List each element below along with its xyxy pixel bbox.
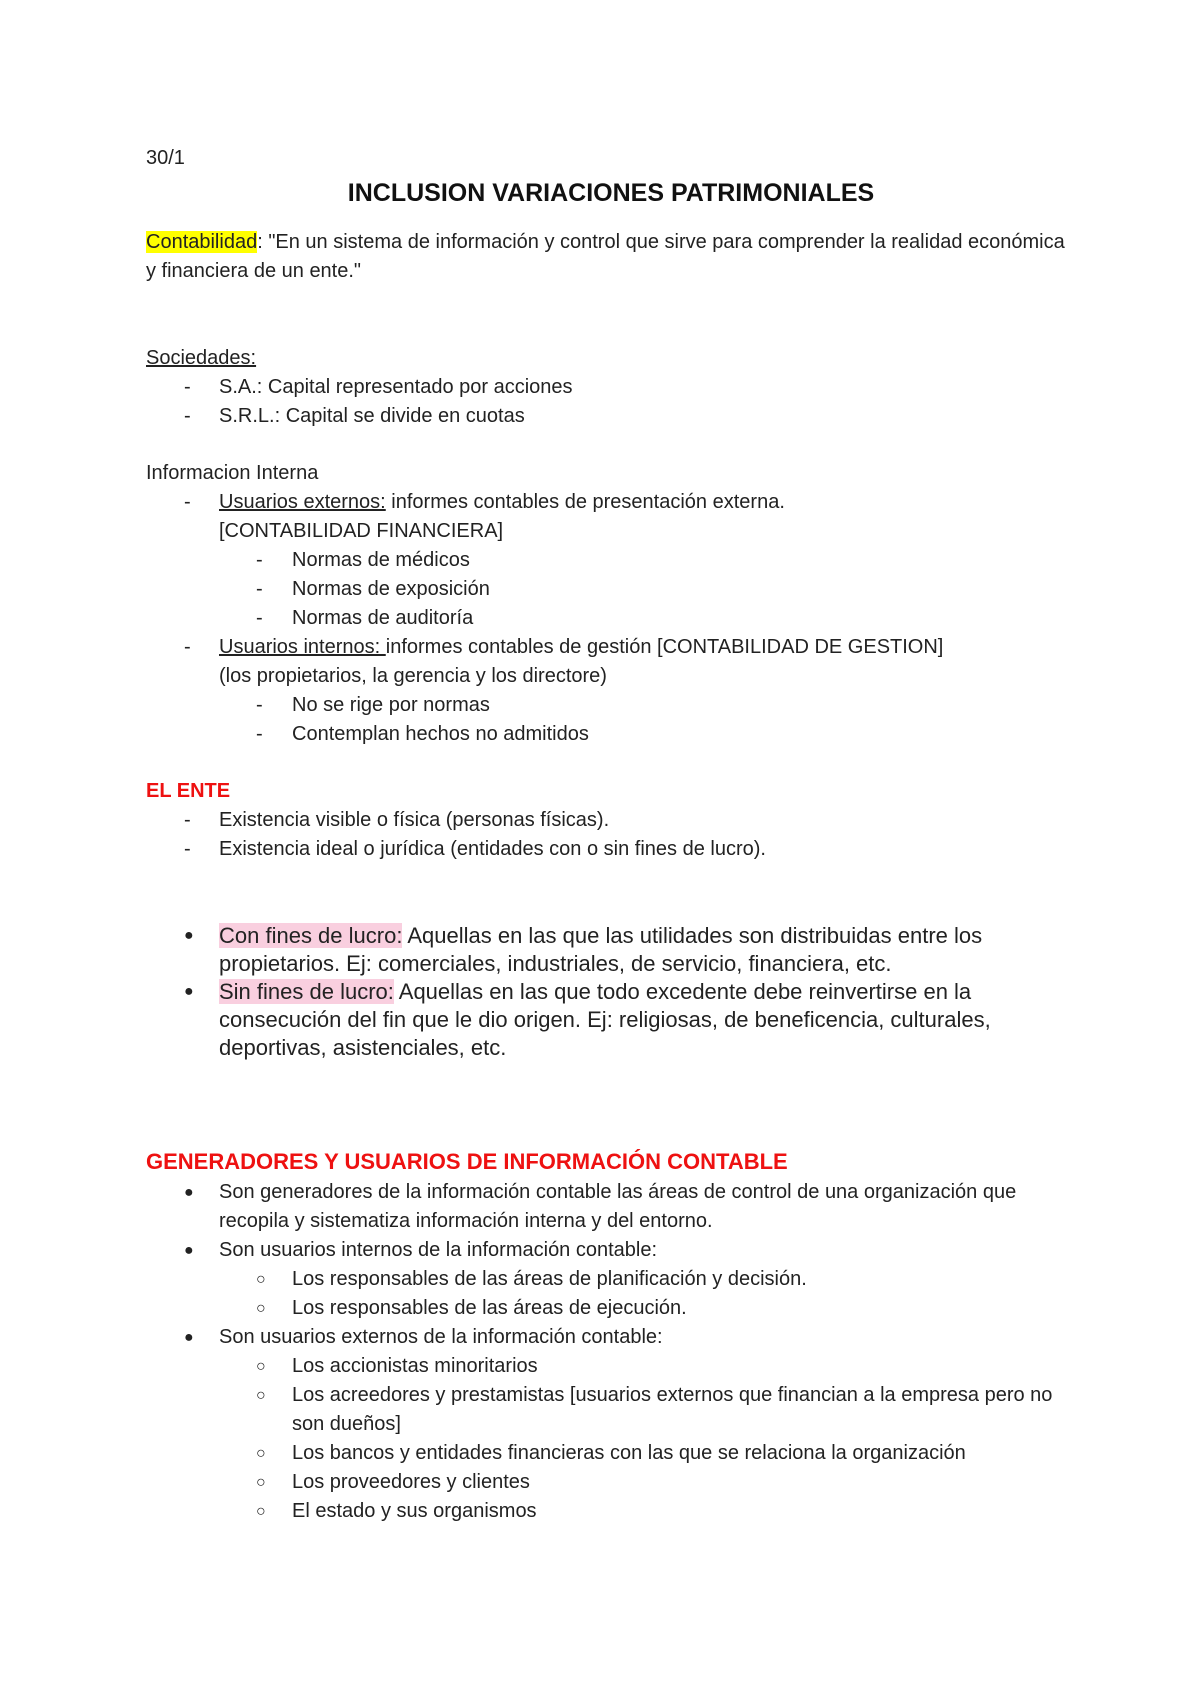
usuarios-internos-item: - Usuarios internos: informes contables de gestión [CONTABILIDAD DE GESTION] (los propietarios, la gerencia y los directore) <box>184 636 944 687</box>
usuarios-internos-sublist <box>146 691 1076 749</box>
circle-bullet-icon: ○ <box>256 1387 266 1404</box>
bullet-icon: ● <box>184 1329 194 1346</box>
list-item: ○ Los acreedores y prestamistas [usuarios externos que financian a la empresa pero no son dueños] <box>146 1381 1076 1439</box>
info-interna-heading: Informacion Interna <box>146 462 319 484</box>
usuarios-externos-label: Usuarios externos: <box>219 491 386 513</box>
usuarios-externos-item: - Usuarios externos: informes contables de presentación externa. [CONTABILIDAD FINANCIERA] <box>184 491 785 542</box>
list-item: - Existencia ideal o jurídica (entidades con o sin fines de lucro). <box>184 838 766 860</box>
list-item: - Normas de exposición <box>256 578 490 600</box>
ente-list <box>146 806 1076 864</box>
list-item: - Normas de médicos <box>256 549 470 571</box>
list-item: - Existencia visible o física (personas físicas). <box>184 809 610 831</box>
bullet-icon: ● <box>184 1242 194 1259</box>
sociedades-heading: Sociedades: <box>146 347 257 369</box>
usuarios-externos-sublist <box>146 546 1076 633</box>
list-item: - Normas de auditoría <box>256 607 474 629</box>
sociedades-list <box>146 373 1076 431</box>
generadores-list <box>146 1178 1076 1265</box>
circle-bullet-icon: ○ <box>256 1445 266 1462</box>
con-fines-label: Con fines de lucro: <box>219 923 403 948</box>
info-interna-list <box>146 488 1076 546</box>
contabilidad-term: Contabilidad <box>146 231 258 253</box>
bullet-icon: ● <box>184 1184 194 1201</box>
list-item: ○ Los responsables de las áreas de ejecución. <box>146 1294 1076 1323</box>
list-item: - Contemplan hechos no admitidos <box>256 723 589 745</box>
document-content <box>146 144 1076 1526</box>
list-item: ● Son usuarios internos de la información contable: <box>146 1236 1076 1265</box>
note-date: 30/1 <box>146 147 185 169</box>
info-interna-list-2 <box>146 633 1076 691</box>
circle-bullet-icon: ○ <box>256 1474 266 1491</box>
usuarios-internos-circ-list <box>146 1265 1076 1323</box>
list-item: - No se rige por normas <box>256 694 490 716</box>
bullet-icon: ● <box>184 983 194 1000</box>
generadores-list-2 <box>146 1323 1076 1352</box>
generadores-heading: GENERADORES Y USUARIOS DE INFORMACIÓN CONTABLE <box>146 1149 788 1174</box>
usuarios-internos-label: Usuarios internos: <box>219 636 386 658</box>
circle-bullet-icon: ○ <box>256 1300 266 1317</box>
list-item: ● Con fines de lucro: Aquellas en las que las utilidades son distribuidas entre los propietarios. Ej: comerciales, industriales, de servicio, financiera, etc. <box>184 923 983 976</box>
list-item: ○ Los accionistas minoritarios <box>146 1352 1076 1381</box>
ente-heading: EL ENTE <box>146 780 231 802</box>
list-item: ○ Los responsables de las áreas de planificación y decisión. <box>146 1265 1076 1294</box>
list-item: ○ Los bancos y entidades financieras con las que se relaciona la organización <box>146 1439 1076 1468</box>
list-item: - S.R.L.: Capital se divide en cuotas <box>184 405 525 427</box>
list-item: ● Son generadores de la información contable las áreas de control de una organización que recopila y sistematiza información interna y del entorno. <box>146 1178 1076 1236</box>
circle-bullet-icon: ○ <box>256 1271 266 1288</box>
document-title: INCLUSION VARIACIONES PATRIMONIALES <box>347 179 875 207</box>
list-item: ● Sin fines de lucro: Aquellas en las que todo excedente debe reinvertirse en la consecución del fin que le dio origen. Ej: religiosas, de beneficencia, culturales, deportivas, asistenciales, etc. <box>184 979 991 1060</box>
list-item: ● Son usuarios externos de la información contable: <box>146 1323 1076 1352</box>
list-item: ○ El estado y sus organismos <box>146 1497 1076 1526</box>
contabilidad-definition <box>146 228 1076 286</box>
list-item: ○ Los proveedores y clientes <box>146 1468 1076 1497</box>
contabilidad-text: : "En un sistema de información y control que sirve para comprender la realidad económica y financiera de un ente." <box>146 231 1065 282</box>
circle-bullet-icon: ○ <box>256 1358 266 1375</box>
circle-bullet-icon: ○ <box>256 1503 266 1520</box>
sin-fines-label: Sin fines de lucro: <box>219 979 394 1004</box>
bullet-icon: ● <box>184 927 194 944</box>
usuarios-externos-circ-list <box>146 1352 1076 1526</box>
list-item: - S.A.: Capital representado por acciones <box>184 376 573 398</box>
fines-lucro-list <box>146 922 1076 1062</box>
